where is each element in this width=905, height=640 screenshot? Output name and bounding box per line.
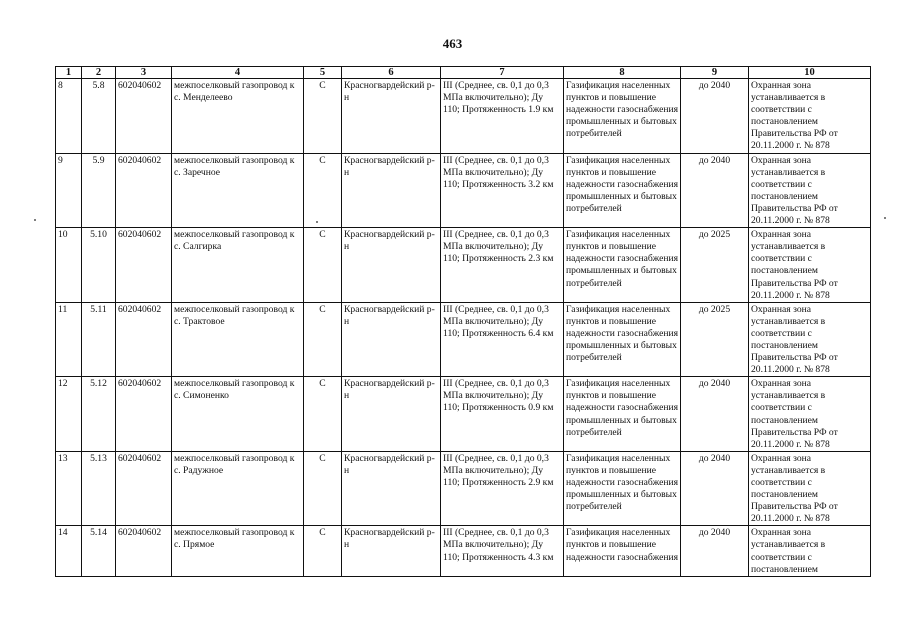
purpose: Газификация населенных пунктов и повышение надежности газоснабжения промышленных и бытовых потребителей: [564, 451, 681, 526]
column-header: 10: [749, 67, 871, 79]
purpose: Газификация населенных пунктов и повышение надежности газоснабжения промышленных и бытовых потребителей: [564, 228, 681, 303]
deadline: до 2040: [681, 377, 749, 452]
status-code: С: [304, 153, 342, 228]
object-code: 602040602: [116, 526, 172, 576]
gas-pipeline-table: [55, 66, 871, 577]
column-header: 7: [441, 67, 564, 79]
scan-speck: [316, 221, 318, 223]
row-number: 14: [56, 526, 82, 576]
protection-zone: Охранная зона устанавливается в соответствии с постановлением Правительства РФ от 20.11.2000 г. № 878: [749, 302, 871, 377]
item-code: 5.11: [82, 302, 116, 377]
column-header: 5: [304, 67, 342, 79]
object-name: межпоселковый газопровод к с. Прямое: [172, 526, 304, 576]
column-header: 2: [82, 67, 116, 79]
status-code: С: [304, 526, 342, 576]
deadline: до 2040: [681, 526, 749, 576]
column-header: 6: [342, 67, 441, 79]
table-row: [56, 451, 871, 526]
object-code: 602040602: [116, 302, 172, 377]
status-code: С: [304, 79, 342, 154]
protection-zone: Охранная зона устанавливается в соответствии с постановлением Правительства РФ от 20.11.2000 г. № 878: [749, 451, 871, 526]
item-code: 5.13: [82, 451, 116, 526]
object-code: 602040602: [116, 377, 172, 452]
table-row: [56, 79, 871, 154]
specification: III (Среднее, св. 0,1 до 0,3 МПа включительно); Ду 110; Протяженность 2.3 км: [441, 228, 564, 303]
status-code: С: [304, 451, 342, 526]
item-code: 5.8: [82, 79, 116, 154]
row-number: 8: [56, 79, 82, 154]
column-header: 1: [56, 67, 82, 79]
deadline: до 2040: [681, 153, 749, 228]
table-row: [56, 228, 871, 303]
deadline: до 2040: [681, 451, 749, 526]
table-row: [56, 526, 871, 576]
item-code: 5.12: [82, 377, 116, 452]
object-name: межпоселковый газопровод к с. Симоненко: [172, 377, 304, 452]
district: Красногвардейский р-н: [342, 377, 441, 452]
item-code: 5.10: [82, 228, 116, 303]
district: Красногвардейский р-н: [342, 526, 441, 576]
table-row: [56, 377, 871, 452]
object-name: межпоселковый газопровод к с. Менделеево: [172, 79, 304, 154]
specification: III (Среднее, св. 0,1 до 0,3 МПа включительно); Ду 110; Протяженность 6.4 км: [441, 302, 564, 377]
table-row: [56, 302, 871, 377]
status-code: С: [304, 302, 342, 377]
table-row: [56, 153, 871, 228]
specification: III (Среднее, св. 0,1 до 0,3 МПа включительно); Ду 110; Протяженность 2.9 км: [441, 451, 564, 526]
table-header-row: [56, 67, 871, 79]
object-name: межпоселковый газопровод к с. Трактовое: [172, 302, 304, 377]
district: Красногвардейский р-н: [342, 451, 441, 526]
protection-zone: Охранная зона устанавливается в соответствии с постановлением Правительства РФ от 20.11.2000 г. № 878: [749, 377, 871, 452]
row-number: 13: [56, 451, 82, 526]
column-header: 9: [681, 67, 749, 79]
specification: III (Среднее, св. 0,1 до 0,3 МПа включительно); Ду 110; Протяженность 0.9 км: [441, 377, 564, 452]
purpose: Газификация населенных пунктов и повышение надежности газоснабжения: [564, 526, 681, 576]
purpose: Газификация населенных пунктов и повышение надежности газоснабжения промышленных и бытовых потребителей: [564, 377, 681, 452]
specification: III (Среднее, св. 0,1 до 0,3 МПа включительно); Ду 110; Протяженность 1.9 км: [441, 79, 564, 154]
protection-zone: Охранная зона устанавливается в соответствии с постановлением Правительства РФ от 20.11.2000 г. № 878: [749, 228, 871, 303]
protection-zone: Охранная зона устанавливается в соответствии с постановлением: [749, 526, 871, 576]
status-code: С: [304, 228, 342, 303]
page-number: 463: [442, 36, 463, 51]
column-header: 8: [564, 67, 681, 79]
district: Красногвардейский р-н: [342, 302, 441, 377]
deadline: до 2025: [681, 302, 749, 377]
district: Красногвардейский р-н: [342, 153, 441, 228]
deadline: до 2040: [681, 79, 749, 154]
district: Красногвардейский р-н: [342, 79, 441, 154]
object-name: межпоселковый газопровод к с. Радужное: [172, 451, 304, 526]
protection-zone: Охранная зона устанавливается в соответствии с постановлением Правительства РФ от 20.11.2000 г. № 878: [749, 79, 871, 154]
row-number: 9: [56, 153, 82, 228]
object-code: 602040602: [116, 79, 172, 154]
protection-zone: Охранная зона устанавливается в соответствии с постановлением Правительства РФ от 20.11.2000 г. № 878: [749, 153, 871, 228]
district: Красногвардейский р-н: [342, 228, 441, 303]
item-code: 5.14: [82, 526, 116, 576]
object-code: 602040602: [116, 228, 172, 303]
scan-speck: [34, 219, 36, 221]
object-name: межпоселковый газопровод к с. Салгирка: [172, 228, 304, 303]
deadline: до 2025: [681, 228, 749, 303]
row-number: 12: [56, 377, 82, 452]
column-header: 4: [172, 67, 304, 79]
row-number: 10: [56, 228, 82, 303]
column-header: 3: [116, 67, 172, 79]
specification: III (Среднее, св. 0,1 до 0,3 МПа включительно); Ду 110; Протяженность 3.2 км: [441, 153, 564, 228]
specification: III (Среднее, св. 0,1 до 0,3 МПа включительно); Ду 110; Протяженность 4.3 км: [441, 526, 564, 576]
status-code: С: [304, 377, 342, 452]
scan-speck: [884, 217, 886, 219]
object-code: 602040602: [116, 451, 172, 526]
purpose: Газификация населенных пунктов и повышение надежности газоснабжения промышленных и бытовых потребителей: [564, 302, 681, 377]
purpose: Газификация населенных пунктов и повышение надежности газоснабжения промышленных и бытовых потребителей: [564, 153, 681, 228]
item-code: 5.9: [82, 153, 116, 228]
row-number: 11: [56, 302, 82, 377]
object-code: 602040602: [116, 153, 172, 228]
object-name: межпоселковый газопровод к с. Заречное: [172, 153, 304, 228]
purpose: Газификация населенных пунктов и повышение надежности газоснабжения промышленных и бытовых потребителей: [564, 79, 681, 154]
